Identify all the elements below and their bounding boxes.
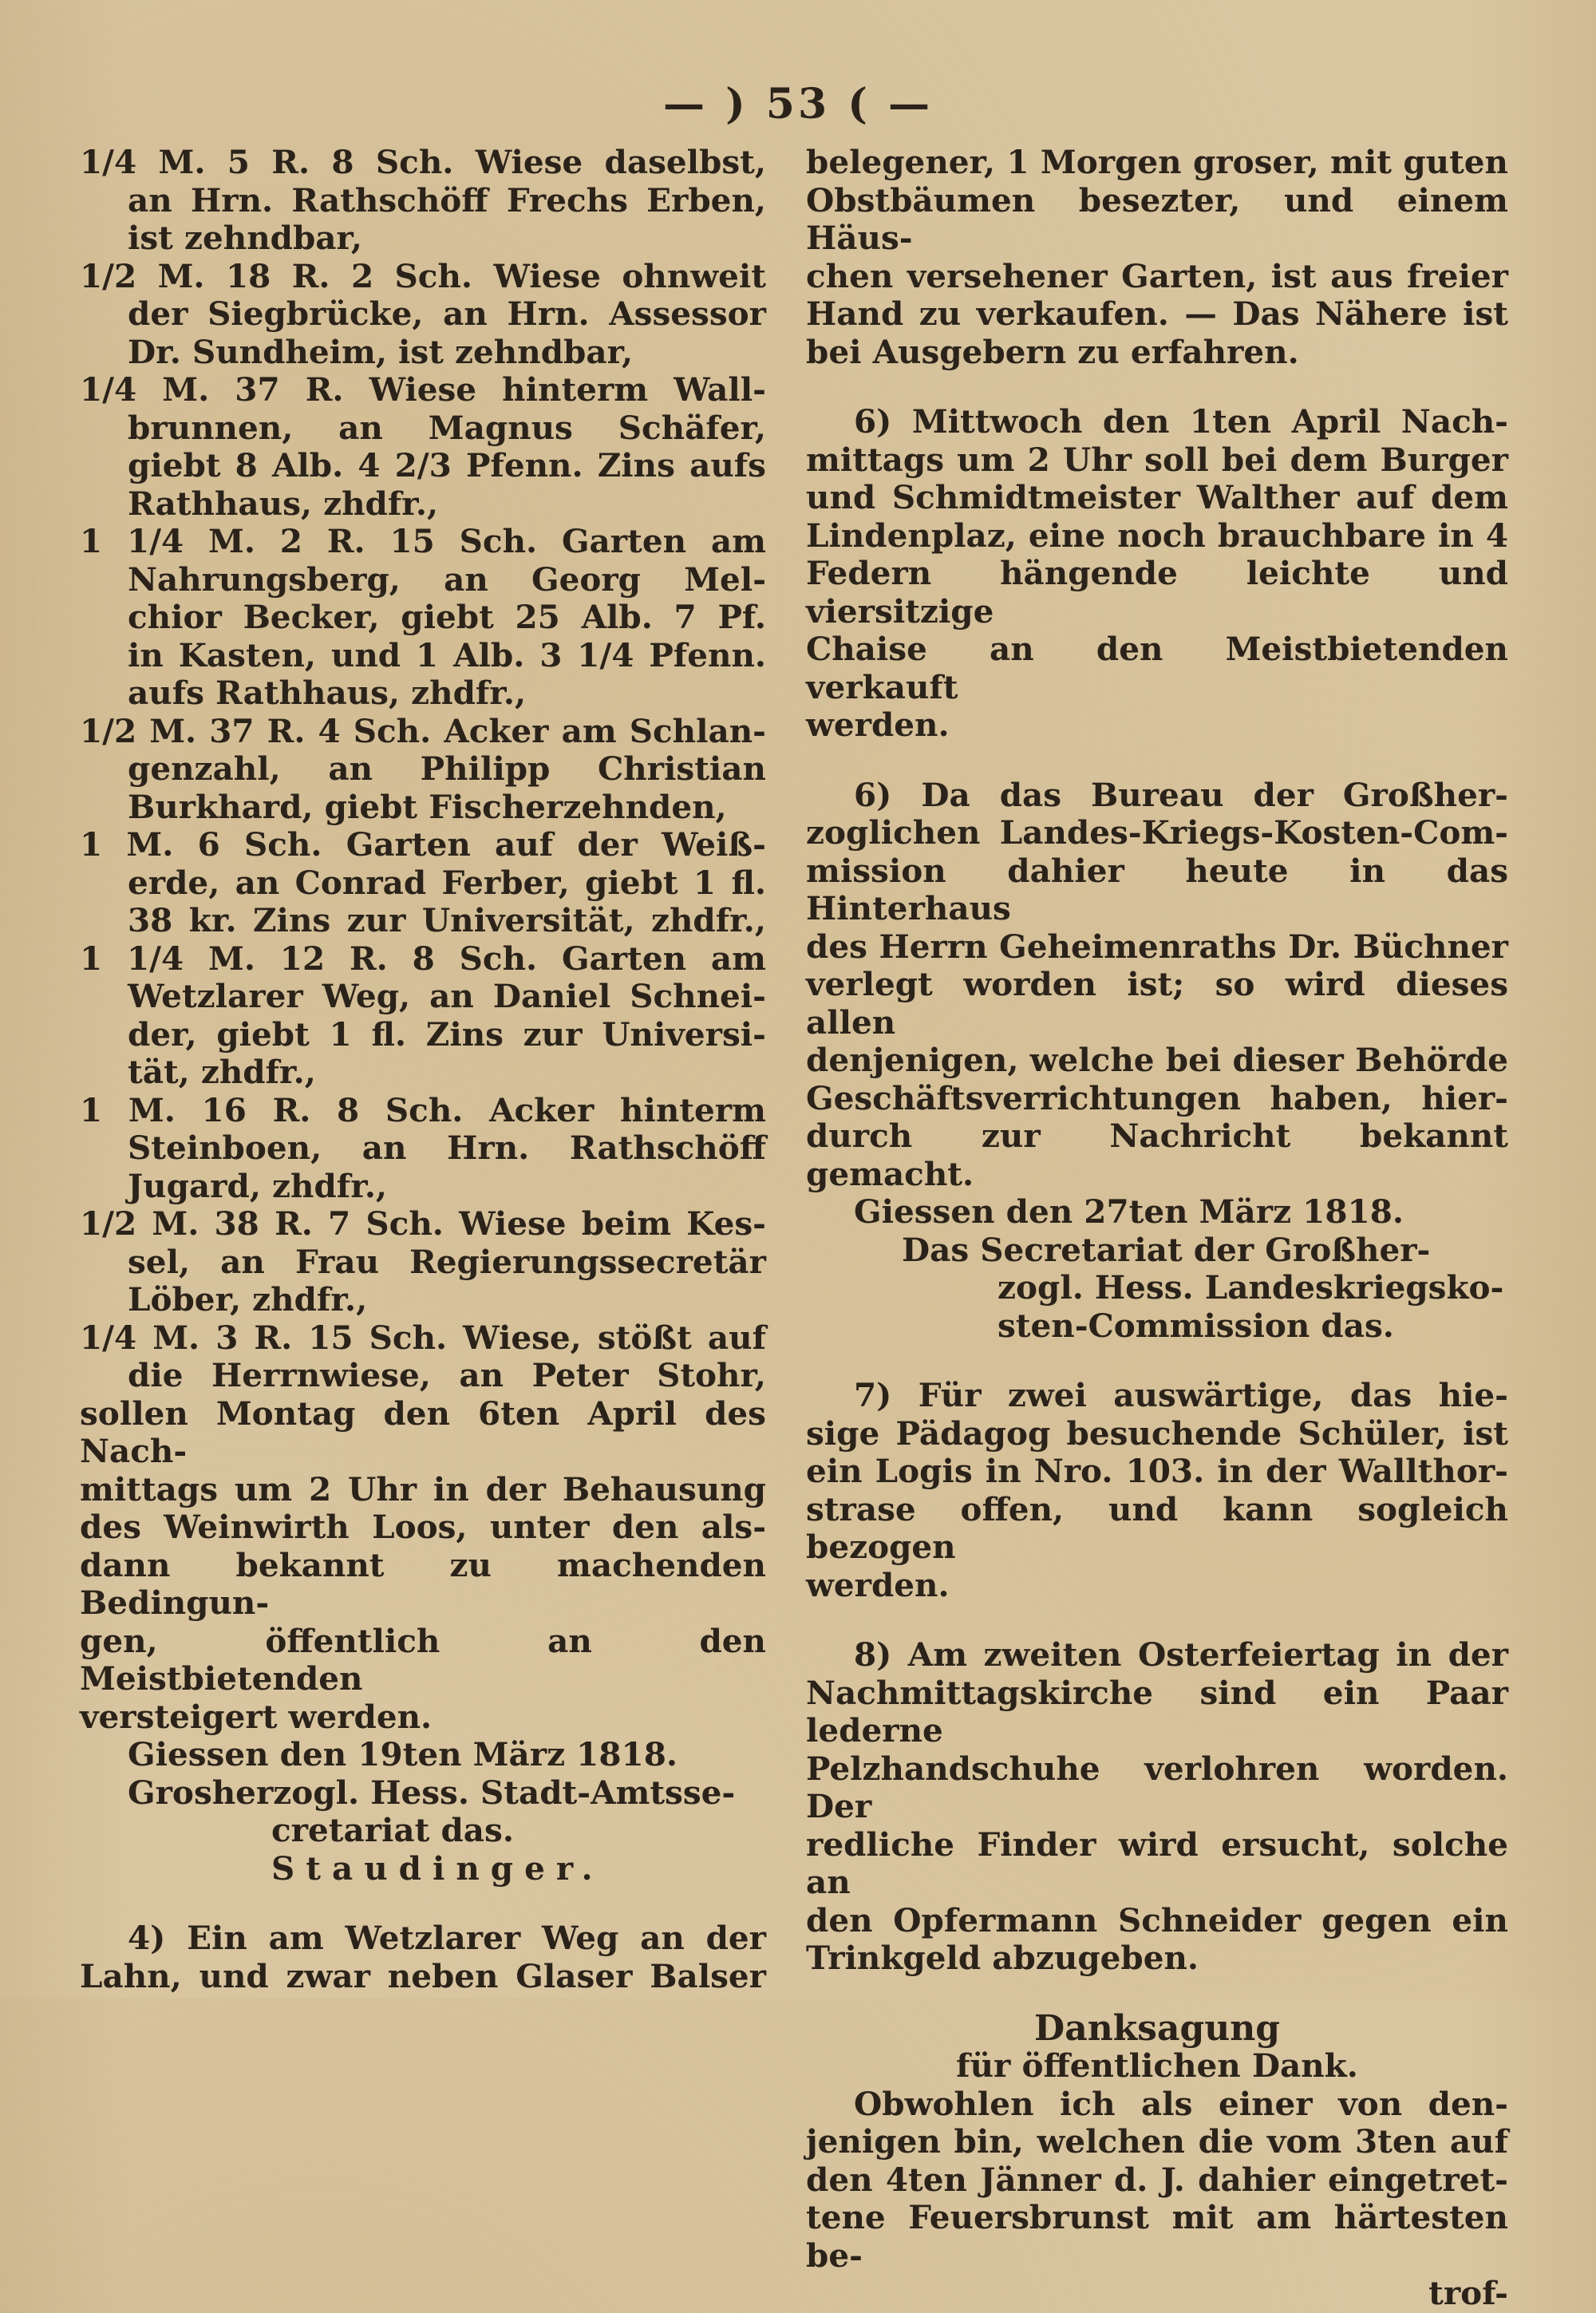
text-line: chen versehener Garten, ist aus freier xyxy=(806,256,1508,295)
text-line: 1 M. 6 Sch. Garten auf der Weiß- xyxy=(80,825,766,864)
text-line: mittags um 2 Uhr soll bei dem Burger xyxy=(806,440,1508,479)
text-line: Geschäftsverrichtungen haben, hier- xyxy=(806,1078,1508,1117)
text-line: Lahn, und zwar neben Glaser Balser xyxy=(80,1956,766,1995)
text-line: 1/2 M. 38 R. 7 Sch. Wiese beim Kes- xyxy=(80,1204,766,1243)
text-line: Burkhard, giebt Fischerzehnden, xyxy=(128,787,727,826)
text-line: 1 1/4 M. 2 R. 15 Sch. Garten am xyxy=(80,522,766,560)
text-line: erde, an Conrad Ferber, giebt 1 fl. xyxy=(128,863,766,902)
text-line: gen, öffentlich an den Meistbietenden xyxy=(80,1621,766,1698)
text-line: bei Ausgebern zu erfahren. xyxy=(806,332,1299,371)
signature-line: Grosherzogl. Hess. Stadt-Amtsse- xyxy=(128,1773,736,1812)
text-line: denjenigen, welche bei dieser Behörde xyxy=(806,1041,1508,1079)
text-line: 8) Am zweiten Osterfeiertag in der xyxy=(854,1635,1508,1674)
text-line: dann bekannt zu machenden Bedingun- xyxy=(80,1545,766,1622)
signature-line: cretariat das. xyxy=(271,1811,514,1849)
text-line: Obwohlen ich als einer von den- xyxy=(854,2084,1508,2123)
text-line: in Kasten, und 1 Alb. 3 1/4 Pfenn. xyxy=(128,635,766,674)
text-line: tene Feuersbrunst mit am härtesten be- xyxy=(806,2198,1508,2275)
text-line: 1 1/4 M. 12 R. 8 Sch. Garten am xyxy=(80,939,766,978)
text-line: Chaise an den Meistbietenden verkauft xyxy=(806,630,1508,706)
text-line: 1/2 M. 18 R. 2 Sch. Wiese ohnweit xyxy=(80,256,766,295)
text-line: 1/4 M. 3 R. 15 Sch. Wiese, stößt auf xyxy=(80,1318,766,1357)
text-line: 1/4 M. 37 R. Wiese hinterm Wall- xyxy=(80,370,766,409)
signature-name: Staudinger. xyxy=(271,1848,604,1888)
text-line: aufs Rathhaus, zhdfr., xyxy=(128,674,527,712)
text-line: werden. xyxy=(806,706,950,744)
text-line: den 4ten Jänner d. J. dahier eingetret- xyxy=(806,2160,1508,2199)
text-line: sollen Montag den 6ten April des Nach- xyxy=(80,1394,766,1470)
text-line: Obstbäumen besezter, und einem Häus- xyxy=(806,180,1508,257)
text-line: mission dahier heute in das Hinterhaus xyxy=(806,851,1508,927)
text-line: giebt 8 Alb. 4 2/3 Pfenn. Zins aufs xyxy=(128,446,766,484)
text-line: 1/4 M. 5 R. 8 Sch. Wiese daselbst, xyxy=(80,143,766,181)
text-line: und Schmidtmeister Walther auf dem xyxy=(806,478,1508,516)
dateline: Giessen den 27ten März 1818. xyxy=(854,1192,1404,1231)
text-line: sige Pädagog besuchende Schüler, ist xyxy=(806,1414,1508,1453)
text-line: Federn hängende leichte und viersitzige xyxy=(806,554,1508,631)
text-line: 1 M. 16 R. 8 Sch. Acker hinterm xyxy=(80,1090,766,1129)
text-line: Nahrungsberg, an Georg Mel- xyxy=(128,559,766,599)
text-line: ein Logis in Nro. 103. in der Wallthor- xyxy=(806,1452,1508,1490)
text-line: verlegt worden ist; so wird dieses allen xyxy=(806,965,1508,1042)
text-line: zoglichen Landes-Kriegs-Kosten-Com- xyxy=(806,813,1508,852)
text-line: Dr. Sundheim, ist zehndbar, xyxy=(128,332,634,371)
text-line: sel, an Frau Regierungssecretär xyxy=(128,1242,766,1281)
text-line: des Herrn Geheimenraths Dr. Büchner xyxy=(806,927,1508,966)
text-line: werden. xyxy=(806,1565,950,1604)
text-line: Steinboen, an Hrn. Rathschöff xyxy=(128,1129,766,1167)
text-line: Nachmittagskirche sind ein Paar lederne xyxy=(806,1673,1508,1750)
text-line: den Opfermann Schneider gegen ein xyxy=(806,1900,1508,1939)
text-line: an Hrn. Rathschöff Frechs Erben, xyxy=(128,180,766,219)
text-line: redliche Finder wird ersucht, solche an xyxy=(806,1825,1508,1901)
text-line: der, giebt 1 fl. Zins zur Universi- xyxy=(128,1014,766,1054)
text-line: 6) Da das Bureau der Großher- xyxy=(854,775,1508,814)
text-line: Rathhaus, zhdfr., xyxy=(128,484,439,523)
section-subheading: für öffentlichen Dank. xyxy=(956,2046,1358,2085)
text-line: Jugard, zhdfr., xyxy=(128,1166,388,1205)
signature-line: Das Secretariat der Großher- xyxy=(902,1230,1431,1269)
text-line: 6) Mittwoch den 1ten April Nach- xyxy=(854,402,1508,441)
text-line: des Weinwirth Loos, unter den als- xyxy=(80,1508,766,1546)
text-line: versteigert werden. xyxy=(80,1697,433,1736)
right-column xyxy=(806,144,1508,2313)
text-line: brunnen, an Magnus Schäfer, xyxy=(128,408,766,447)
text-line: belegener, 1 Morgen groser, mit guten xyxy=(806,143,1508,181)
text-line: mittags um 2 Uhr in der Behausung xyxy=(80,1469,766,1508)
dateline: Giessen den 19ten März 1818. xyxy=(128,1735,678,1773)
page-number: — ) 53 ( — xyxy=(663,80,933,128)
text-line: chior Becker, giebt 25 Alb. 7 Pf. xyxy=(128,598,766,636)
text-line: 4) Ein am Wetzlarer Weg an der xyxy=(128,1919,766,1957)
text-line: Pelzhandschuhe verlohren worden. Der xyxy=(806,1749,1508,1825)
text-line: trof- xyxy=(1428,2274,1508,2312)
text-line: Lindenplaz, eine noch brauchbare in 4 xyxy=(806,516,1508,555)
left-column xyxy=(80,144,766,1995)
text-line: 1/2 M. 37 R. 4 Sch. Acker am Schlan- xyxy=(80,711,766,750)
text-line: 7) Für zwei auswärtige, das hie- xyxy=(854,1376,1508,1414)
text-line: der Siegbrücke, an Hrn. Assessor xyxy=(128,295,766,333)
text-line: Hand zu verkaufen. — Das Nähere ist xyxy=(806,295,1508,333)
text-line: 38 kr. Zins zur Universität, zhdfr., xyxy=(128,901,766,939)
text-line: Löber, zhdfr., xyxy=(128,1280,368,1319)
signature-line: sten-Commission das. xyxy=(998,1306,1394,1345)
text-line: durch zur Nachricht bekannt gemacht. xyxy=(806,1117,1508,1193)
text-line: tät, zhdfr., xyxy=(128,1053,316,1091)
section-heading: Danksagung xyxy=(1034,2007,1280,2049)
text-line: genzahl, an Philipp Christian xyxy=(128,749,766,788)
text-line: ist zehndbar, xyxy=(128,219,363,257)
signature-line: zogl. Hess. Landeskriegsko- xyxy=(998,1268,1504,1307)
text-line: Wetzlarer Weg, an Daniel Schnei- xyxy=(128,977,766,1015)
text-line: jenigen bin, welchen die vom 3ten auf xyxy=(806,2122,1508,2161)
text-line: die Herrnwiese, an Peter Stohr, xyxy=(128,1356,766,1394)
text-line: strase offen, und kann sogleich bezogen xyxy=(806,1489,1508,1566)
text-line: Trinkgeld abzugeben. xyxy=(806,1939,1199,1977)
